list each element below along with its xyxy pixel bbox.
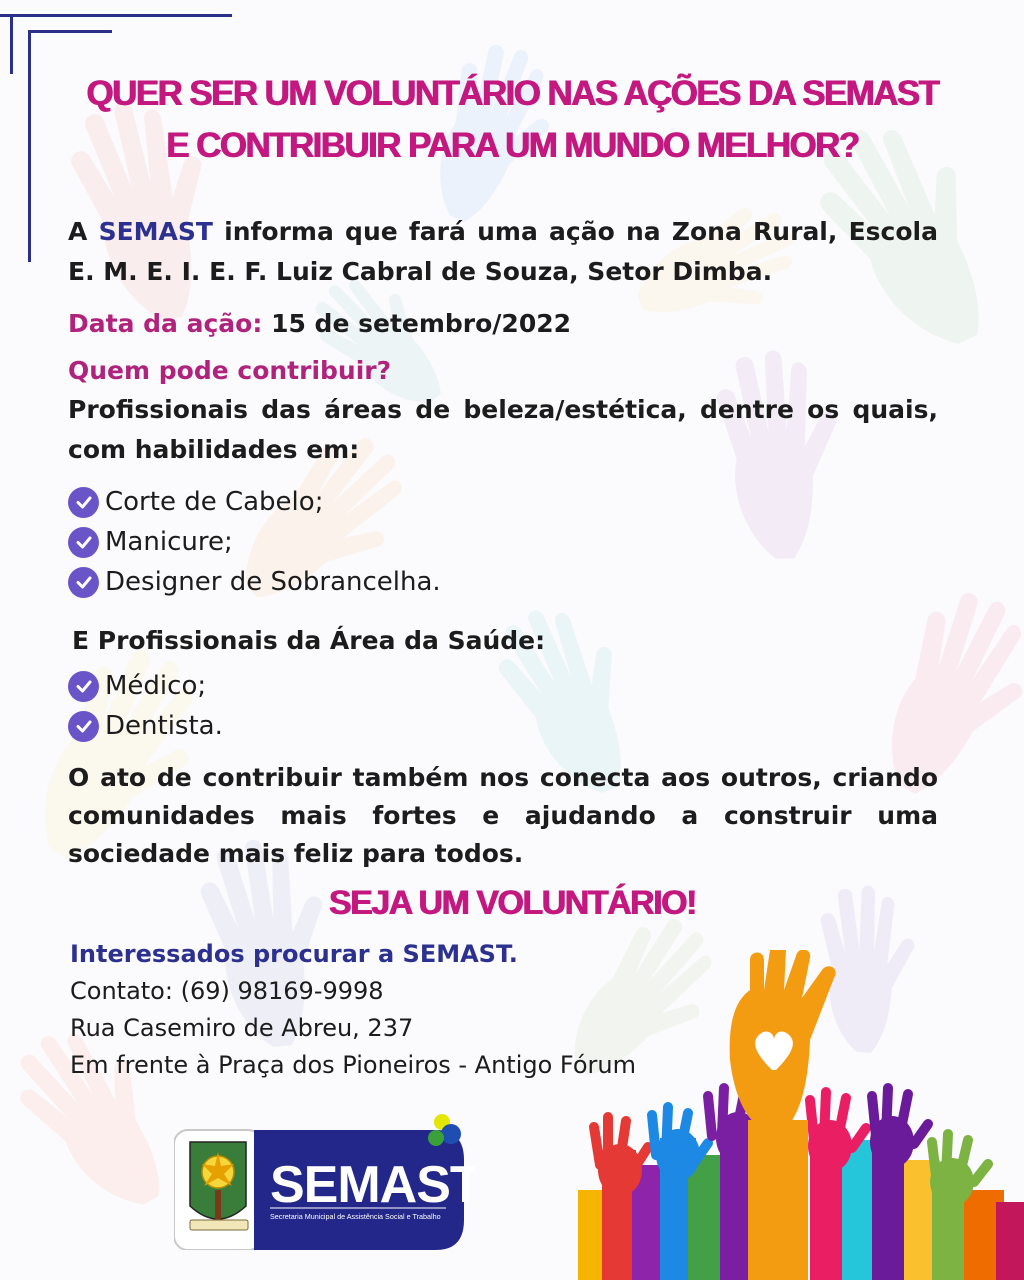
frame-line-top-inner [28,30,112,33]
check-circle-icon [68,487,99,518]
contact-block [70,936,636,1084]
headline-line-2: E CONTRIBUIR PARA UM MUNDO MELHOR? [165,126,859,165]
list-item: Médico; [68,666,223,706]
list-item: Corte de Cabelo; [68,482,441,522]
headline-line-1: QUER SER UM VOLUNTÁRIO NAS AÇÕES DA SEMAST [86,74,938,113]
frame-line-left-outer [10,14,13,74]
beauty-skills-list [68,482,441,602]
cta-headline: SEJA UM VOLUNTÁRIO! [328,884,696,922]
contact-address: Rua Casemiro de Abreu, 237 [70,1014,414,1042]
who-question: Quem pode contribuir? [68,356,392,385]
list-item: Manicure; [68,522,441,562]
contact-reference: Em frente à Praça dos Pioneiros - Antigo Fórum [70,1051,637,1079]
semast-logo [174,1108,474,1250]
check-circle-icon [68,567,99,598]
logo-wordmark: SEMAST [270,1156,474,1214]
list-item: Dentista. [68,706,223,746]
intro-paragraph: A SEMAST informa que fará uma ação na Zona Rural, Escola E. M. E. I. E. F. Luiz Cabral de Souza, Setor Dimba. [68,217,938,286]
check-circle-icon [68,711,99,742]
frame-line-left-inner [28,30,31,262]
logo-subtitle: Secretaria Municipal de Assistência Social e Trabalho [270,1212,441,1221]
frame-line-top-outer [0,14,232,17]
contact-phone: Contato: (69) 98169-9998 [70,977,384,1005]
who-description: Profissionais das áreas de beleza/estética, dentre os quais, com habilidades em: [68,395,938,464]
raised-hands-illustration [560,950,1024,1280]
health-title: E Profissionais da Área da Saúde: [72,626,546,655]
headline [60,68,964,172]
check-circle-icon [68,671,99,702]
semast-highlight: SEMAST [98,217,213,246]
list-item: Designer de Sobrancelha. [68,562,441,602]
date-line [68,304,938,344]
date-value: 15 de setembro/2022 [262,309,572,338]
health-list [68,666,223,746]
check-circle-icon [68,527,99,558]
contact-interest: Interessados procurar a SEMAST. [70,940,518,968]
date-label: Data da ação: [68,309,263,338]
closing-paragraph: O ato de contribuir também nos conecta aos outros, criando comunidades mais fortes e ajudando a construir uma sociedade mais feliz para todos. [68,763,938,868]
